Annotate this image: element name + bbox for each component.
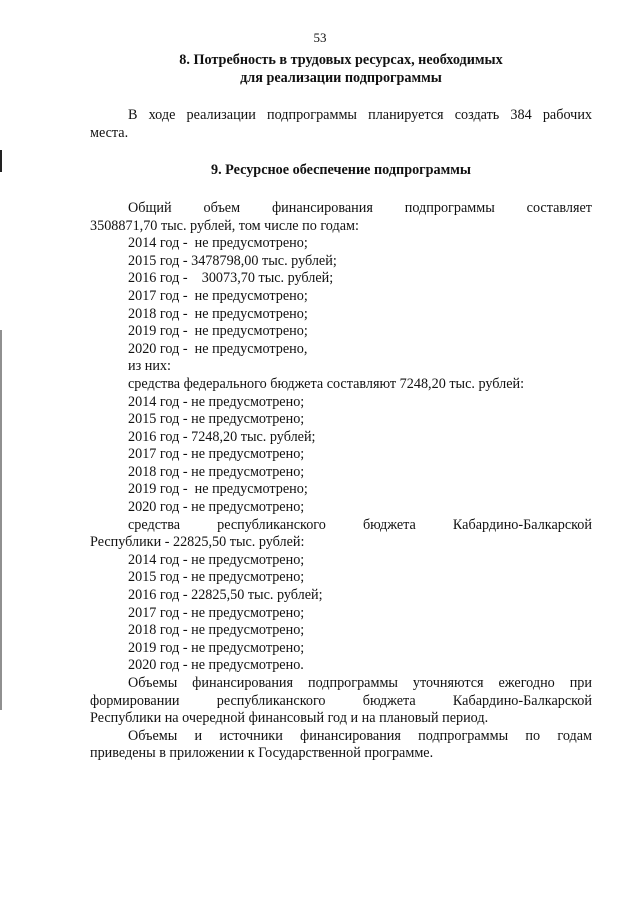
paragraph-line: Объемы финансирования подпрограммы уточняются ежегодно при (128, 675, 592, 691)
refinement-paragraph (90, 675, 592, 728)
paragraph-line: Общий объем финансирования подпрограммы составляет (128, 199, 592, 216)
sources-paragraph (90, 728, 592, 763)
year-line: 2019 год - не предусмотрено; (128, 323, 308, 340)
paragraph-line: Республики - 22825,50 тыс. рублей: (90, 534, 305, 551)
year-line: 2014 год - не предусмотрено; (128, 551, 305, 568)
section-8-title-line: для реализации подпрограммы (240, 69, 442, 86)
year-line: 2016 год - 7248,20 тыс. рублей; (128, 428, 316, 445)
paragraph-line: Республики на очередной финансовый год и на плановый период. (90, 710, 489, 727)
year-line: 2017 год - не предусмотрено; (128, 446, 305, 463)
republic-budget-block (90, 517, 592, 675)
year-line: 2020 год - не предусмотрено, (128, 340, 308, 357)
year-line: 2019 год - не предусмотрено; (128, 481, 308, 498)
year-line: 2018 год - не предусмотрено; (128, 463, 305, 480)
year-line: 2020 год - не предусмотрено. (128, 657, 304, 674)
paragraph-line: Объемы и источники финансирования подпрограммы по годам (128, 727, 592, 744)
paragraph-line: приведены в приложении к Государственной программе. (90, 745, 434, 762)
section-8-paragraph (90, 107, 592, 142)
paragraph-line: В ходе реализации подпрограммы планируется создать 384 рабочих (128, 107, 592, 124)
paragraph-line: 3508871,70 тыс. рублей, том числе по годам: (90, 217, 359, 234)
paragraph-line: места. (90, 124, 129, 141)
year-line: 2014 год - не предусмотрено; (128, 393, 305, 410)
year-line: 2015 год - не предусмотрено; (128, 411, 305, 428)
section-9-title: 9. Ресурсное обеспечение подпрограммы (210, 162, 472, 179)
year-line: 2017 год - не предусмотрено; (128, 287, 308, 304)
section-8-title-line: 8. Потребность в трудовых ресурсах, необходимых (179, 52, 503, 68)
year-line: 2018 год - не предусмотрено; (128, 622, 305, 639)
page-number: 53 (313, 30, 327, 45)
year-line: 2014 год - не предусмотрено; (128, 235, 308, 252)
scan-edge-mark (0, 330, 2, 710)
federal-intro: средства федерального бюджета составляют 7248,20 тыс. рублей: (128, 375, 525, 392)
scan-edge-mark (0, 150, 2, 172)
year-line: 2016 год - 30073,70 тыс. рублей; (128, 270, 334, 287)
paragraph-line: формировании республиканского бюджета Кабардино-Балкарской (90, 692, 592, 709)
year-line: 2020 год - не предусмотрено; (128, 499, 305, 516)
total-funding-paragraph (90, 200, 592, 376)
page-content (90, 52, 592, 763)
paragraph-line: средства республиканского бюджета Кабардино-Балкарской (128, 516, 592, 533)
year-line: 2019 год - не предусмотрено; (128, 639, 305, 656)
year-line: 2018 год - не предусмотрено; (128, 305, 308, 322)
year-line: 2015 год - 3478798,00 тыс. рублей; (128, 252, 337, 269)
year-line: 2016 год - 22825,50 тыс. рублей; (128, 587, 323, 604)
year-line: 2015 год - не предусмотрено; (128, 569, 305, 586)
year-line: 2017 год - не предусмотрено; (128, 604, 305, 621)
federal-budget-block (90, 376, 592, 517)
section-8-title (90, 52, 592, 87)
of-them-label: из них: (128, 358, 171, 375)
